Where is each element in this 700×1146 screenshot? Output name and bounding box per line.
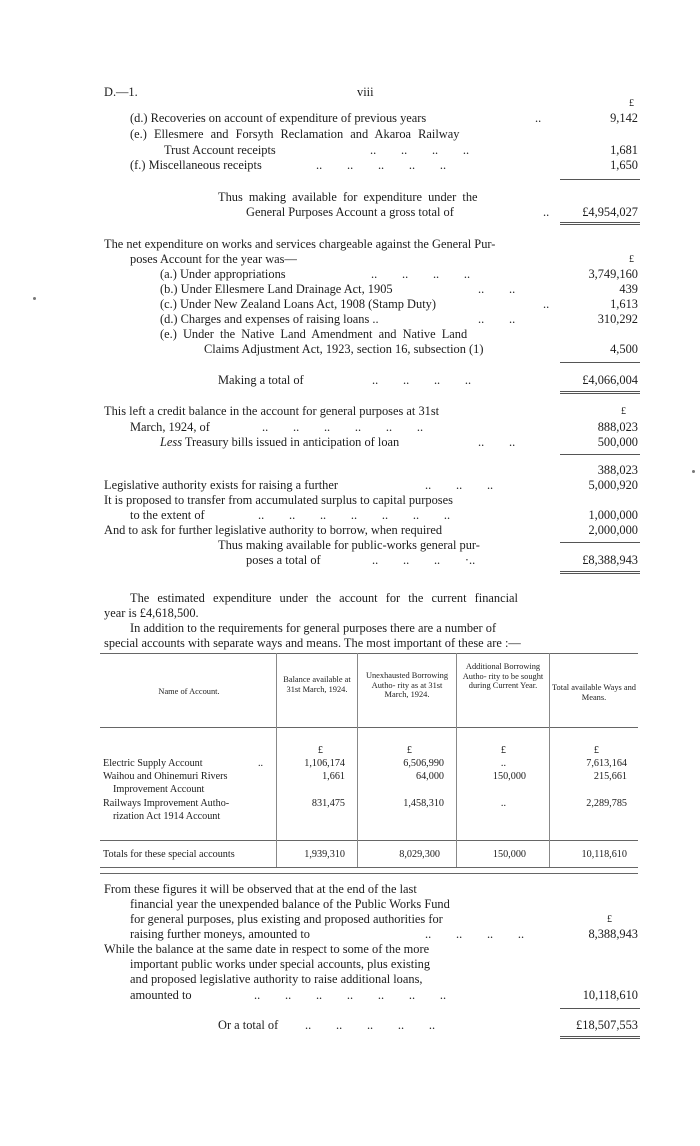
sum-rule	[560, 542, 640, 543]
leader-dots: .. .. .. .. .. .. ..	[258, 508, 451, 522]
net-total-amount: £4,066,004	[582, 373, 638, 387]
double-rule	[560, 224, 640, 225]
leader-dots: .. ..	[478, 312, 516, 326]
conclusion-line: for general purposes, plus existing and proposed authorities for	[130, 912, 443, 926]
double-rule	[560, 1038, 640, 1039]
gross-total-line: Thus making available for expenditure under the	[218, 190, 478, 204]
net-expenditure-intro: The net expenditure on works and services chargeable against the General Pur-	[104, 237, 496, 251]
expenditure-item: (d.) Charges and expenses of raising loans ..	[160, 312, 379, 326]
receipt-amount: 9,142	[610, 111, 638, 125]
paragraph-line: The estimated expenditure under the account for the current financial	[130, 591, 518, 605]
cell-additional: 150,000	[492, 771, 526, 782]
gross-total-amount: £4,954,027	[582, 205, 638, 219]
gross-total-line: General Purposes Account a gross total of	[246, 205, 454, 219]
leader-dots: .. .. .. .. ..	[316, 158, 447, 172]
receipt-amount: 1,650	[610, 158, 638, 172]
conclusion-amount: 8,388,943	[588, 927, 638, 941]
grand-total-amount: £18,507,553	[576, 1018, 638, 1032]
double-rule	[560, 1036, 640, 1037]
table-row-name: rization Act 1914 Account	[113, 811, 221, 822]
conclusion-amount: 10,118,610	[582, 988, 638, 1002]
authority-line: It is proposed to transfer from accumulated surplus to capital purposes	[104, 493, 453, 507]
credit-balance: 388,023	[597, 463, 638, 477]
double-rule	[560, 391, 640, 392]
paragraph-line: special accounts with separate ways and means. The most important of these are :—	[104, 636, 521, 650]
totals-label: Totals for these special accounts	[103, 849, 235, 860]
expenditure-amount: 3,749,160	[588, 267, 638, 281]
net-total-label: Making a total of	[218, 373, 304, 387]
authority-line: to the extent of	[130, 508, 205, 522]
double-rule	[560, 573, 640, 574]
cell-unexhausted: 64,000	[415, 771, 444, 782]
credit-line: March, 1924, of	[130, 420, 210, 434]
authority-amount: 2,000,000	[588, 523, 638, 537]
table-bottom-rule	[100, 867, 638, 868]
expenditure-amount: 310,292	[597, 312, 638, 326]
header-total: Total available Ways and Means.	[552, 683, 636, 702]
leader-dots: ..	[535, 111, 542, 125]
leader-dots: ..	[543, 297, 550, 311]
section-rule	[100, 873, 638, 874]
total-balance: 1,939,310	[304, 849, 345, 860]
paragraph-line: year is £4,618,500.	[104, 606, 199, 620]
less-text: Treasury bills issued in anticipation of loan	[182, 435, 400, 449]
conclusion-line: From these figures it will be observed that at the end of the last	[104, 882, 417, 896]
column-divider	[456, 653, 457, 867]
expenditure-amount: 4,500	[610, 342, 638, 356]
sum-rule	[560, 179, 640, 180]
page-number: viii	[357, 85, 374, 99]
receipt-line: (f.) Miscellaneous receipts	[130, 158, 262, 172]
double-rule	[560, 393, 640, 394]
sum-rule	[560, 362, 640, 363]
receipt-amount: 1,681	[610, 143, 638, 157]
table-row-name: Electric Supply Account	[103, 758, 203, 769]
leader-dots: .. .. .. ..	[370, 143, 470, 157]
unit-pound: £	[500, 745, 506, 756]
conclusion-line: amounted to	[130, 988, 192, 1002]
net-expenditure-intro: poses Account for the year was—	[130, 252, 297, 266]
less-line	[160, 435, 399, 450]
document-reference: D.—1.	[104, 85, 138, 99]
cell-balance: 1,661	[322, 771, 345, 782]
receipt-line: Trust Account receipts	[164, 143, 276, 157]
cell-balance: 1,106,174	[304, 758, 345, 769]
authority-line: Thus making available for public-works general pur-	[218, 538, 480, 552]
expenditure-amount: 1,613	[610, 297, 638, 311]
conclusion-line: raising further moneys, amounted to	[130, 927, 310, 941]
pound-sign: £	[629, 254, 634, 265]
authority-line: poses a total of	[246, 553, 321, 567]
cell-unexhausted: 1,458,310	[403, 798, 444, 809]
double-rule	[560, 571, 640, 572]
conclusion-line: and proposed legislative authority to raise additional loans,	[130, 972, 423, 986]
scan-mark	[33, 297, 36, 300]
header-unexhausted: Unexhausted Borrowing Autho- rity as at 31st March, 1924.	[365, 671, 449, 699]
authority-total: £8,388,943	[582, 553, 638, 567]
leader-dots: .. ..	[478, 435, 516, 449]
receipt-line: (e.) Ellesmere and Forsyth Reclamation and Akaroa Railway	[130, 127, 460, 141]
leader-dots: ..	[543, 205, 550, 219]
header-name: Name of Account.	[158, 687, 220, 696]
credit-amount: 888,023	[597, 420, 638, 434]
less-word: Less	[160, 435, 183, 449]
cell-additional: ..	[500, 798, 506, 809]
grand-total-label: Or a total of	[218, 1018, 279, 1032]
pound-sign: £	[629, 98, 634, 109]
leader-dots: .. .. .. ..	[425, 927, 525, 941]
column-divider	[357, 653, 358, 867]
scan-mark	[692, 470, 695, 473]
authority-line: And to ask for further legislative authority to borrow, when required	[104, 523, 443, 537]
table-row-name: Waihou and Ohinemuri Rivers	[103, 771, 228, 782]
paragraph-line: In addition to the requirements for general purposes there are a number of	[130, 621, 497, 635]
leader-dots: .. .. .. .. .. ..	[262, 420, 424, 434]
authority-amount: 1,000,000	[588, 508, 638, 522]
receipt-line: (d.) Recoveries on account of expenditure of previous years	[130, 111, 427, 125]
authority-amount: 5,000,920	[588, 478, 638, 492]
expenditure-item: (b.) Under Ellesmere Land Drainage Act, 1905	[160, 282, 393, 296]
unit-pound: £	[406, 745, 412, 756]
expenditure-item: (a.) Under appropriations	[160, 267, 286, 281]
authority-line: Legislative authority exists for raising a further	[104, 478, 338, 492]
pound-sign: £	[607, 914, 612, 925]
cell-total: 2,289,785	[586, 798, 627, 809]
unit-pound: £	[593, 745, 599, 756]
table-row-name: Improvement Account	[113, 784, 205, 795]
column-divider	[276, 653, 277, 867]
cell-balance: 831,475	[311, 798, 345, 809]
unit-pound: £	[317, 745, 323, 756]
expenditure-amount: 439	[619, 282, 638, 296]
sum-rule	[560, 454, 640, 455]
leader-dots: .. .. ..	[425, 478, 494, 492]
double-rule	[560, 222, 640, 223]
leader-dots: .. .. .. .. .. .. ..	[254, 988, 447, 1002]
leader-dots: .. .. .. ·..	[372, 553, 476, 567]
leader-dots: .. .. .. ..	[371, 267, 471, 281]
total-total: 10,118,610	[581, 849, 627, 860]
header-additional: Additional Borrowing Autho- rity to be sought during Current Year.	[462, 662, 544, 690]
table-row-name: Railways Improvement Autho-	[103, 798, 230, 809]
expenditure-item: (c.) Under New Zealand Loans Act, 1908 (Stamp Duty)	[160, 297, 436, 311]
cell-total: 7,613,164	[586, 758, 627, 769]
credit-line: This left a credit balance in the account for general purposes at 31st	[104, 404, 440, 418]
cell-total: 215,661	[593, 771, 627, 782]
conclusion-line: While the balance at the same date in respect to some of the more	[104, 942, 430, 956]
leader-dots: .. .. .. .. ..	[305, 1018, 436, 1032]
expenditure-item: (e.) Under the Native Land Amendment and Native Land	[160, 327, 468, 341]
less-amount: 500,000	[597, 435, 638, 449]
total-unexhausted: 8,029,300	[399, 849, 440, 860]
leader-dots: .. ..	[478, 282, 516, 296]
total-additional: 150,000	[492, 849, 526, 860]
table-header-rule	[100, 727, 638, 728]
column-divider	[549, 653, 550, 867]
leader-dots: ..	[258, 758, 264, 769]
cell-additional: ..	[500, 758, 506, 769]
conclusion-line: financial year the unexpended balance of the Public Works Fund	[130, 897, 450, 911]
expenditure-item: Claims Adjustment Act, 1923, section 16, subsection (1)	[204, 342, 484, 356]
conclusion-line: important public works under special accounts, plus existing	[130, 957, 431, 971]
pound-sign: £	[621, 406, 626, 417]
table-top-rule	[100, 653, 638, 654]
header-balance: Balance available at 31st March, 1924.	[283, 675, 351, 694]
cell-unexhausted: 6,506,990	[403, 758, 444, 769]
leader-dots: .. .. .. ..	[372, 373, 472, 387]
table-body-rule	[100, 840, 638, 841]
sum-rule	[560, 1008, 640, 1009]
